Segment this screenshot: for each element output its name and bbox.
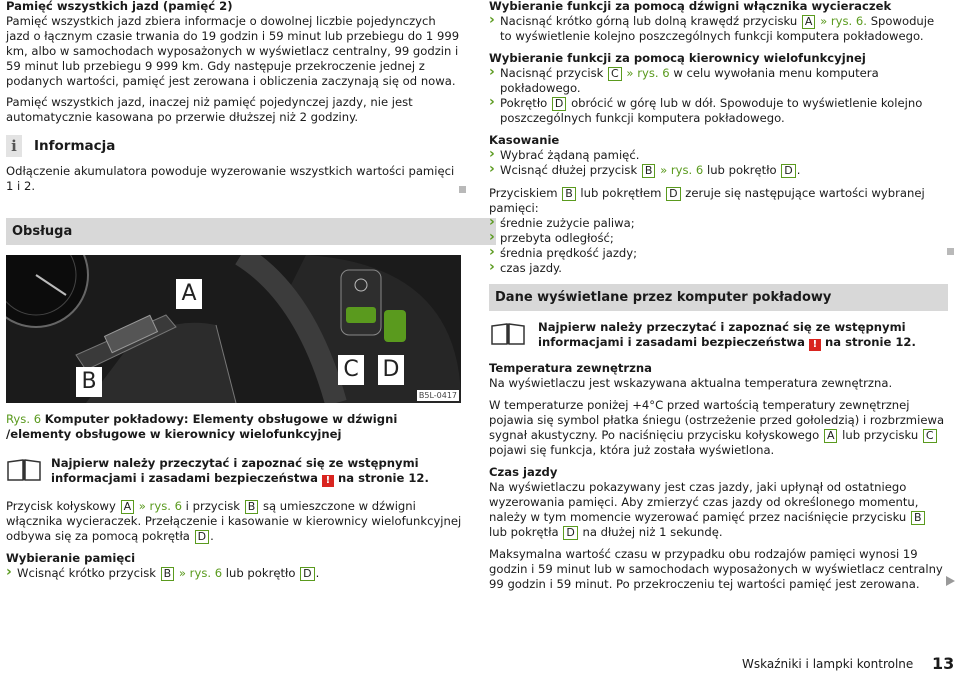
- figure-ref-link-4[interactable]: » rys. 6: [626, 66, 670, 80]
- section-dane: Dane wyświetlane przez komputer pokładowy: [489, 284, 948, 311]
- continue-arrow-icon: [946, 576, 955, 586]
- right-top: [489, 0, 947, 276]
- przycisk-paragraph: Przycisk kołyskowy A » rys. 6 i przycisk B są umieszczone w dźwigni włącznika wycieraczek. Przełączenie i kasowanie w kierownicy wielofunkcyjnej odbywa się za pomocą pokrętła D .: [6, 499, 462, 543]
- reset-paragraph: [489, 186, 947, 216]
- section-end-square-2: [947, 248, 954, 255]
- temp-text: Na wyświetlaczu jest wskazywana aktualna temperatura zewnętrzna.: [489, 376, 893, 390]
- wybieranie-pamieci-step: › Wcisnąć krótko przycisk B » rys. 6 lub pokrętło D .: [6, 566, 463, 581]
- czas-c: na dłużej niż 1 sekundę.: [582, 525, 723, 539]
- figure-label-c: C: [338, 355, 364, 385]
- figure-label-b: B: [76, 367, 102, 397]
- key-b-r3: B: [911, 511, 925, 525]
- kasowanie-step-2: › Wcisnąć dłużej przycisk B » rys. 6 lub pokrętło D .: [489, 163, 947, 178]
- reset-b: lub pokrętłem: [580, 186, 662, 200]
- memory-2-text-b: Gdy następuje przekroczenie jednej z podanych wartości, pamięć jest zerowana i obliczenia zaczynają się od nowa.: [6, 59, 456, 88]
- key-a-r2: A: [824, 429, 838, 443]
- mfsw-step2-a: Pokrętło: [500, 96, 548, 110]
- wyb-text-a: Wcisnąć krótko przycisk: [17, 566, 156, 580]
- figure-caption: [6, 412, 458, 442]
- footer-page-number: 13: [932, 654, 955, 673]
- key-d-r4: D: [563, 526, 577, 540]
- right-bottom: [489, 361, 947, 592]
- figure-controls: [6, 255, 461, 403]
- figure-ref-link-2[interactable]: » rys. 6: [178, 566, 223, 580]
- book-icon: [6, 458, 42, 482]
- figure-code: B5L-0417: [418, 391, 457, 400]
- footer-section: Wskaźniki i lampki kontrolne: [742, 657, 914, 671]
- figure-label-a: A: [176, 279, 202, 309]
- temp2-c: pojawi się funkcja, która już została wyświetlona.: [489, 443, 775, 457]
- warning-icon-2: !: [809, 339, 821, 351]
- figure-ref-link-5[interactable]: » rys. 6: [660, 163, 704, 177]
- wiper-step-text-c: Spowoduje to wyświetlenie kolejno poszczególnych funkcji komputera pokładowego.: [500, 14, 935, 43]
- book-icon-2: [490, 322, 526, 346]
- kas-step2-c: lub pokrętło: [706, 163, 777, 177]
- kasowanie-heading: Kasowanie: [489, 133, 560, 147]
- mfsw-step2-c: Spowoduje to wyświetlenie kolejno poszczególnych funkcji komputera pokładowego.: [500, 96, 923, 125]
- mfsw-heading: Wybieranie funkcji za pomocą kierownicy wielofunkcyjnej: [489, 51, 866, 65]
- kas-step2-a: Wcisnąć dłużej przycisk: [500, 163, 638, 177]
- safety-note-page[interactable]: na stronie 12.: [338, 471, 429, 485]
- memory-2-heading: Pamięć wszystkich jazd (pamięć 2): [6, 0, 233, 13]
- temp-text-2: [489, 398, 947, 458]
- key-d-r3: D: [666, 187, 680, 201]
- max-text: Maksymalna wartość czasu w przypadku obu rodzajów pamięci wynosi 19 godzin i 59 minut lub w samochodach wyposażonych w wyświetlacz centralny 99 godzin i 59 minut. Po przekroczeniu tej wartości pamięć jest zerowana.: [489, 547, 943, 591]
- caption-text: Komputer pokładowy: Elementy obsługowe w dźwigni /elementy obsługowe w kierownicy wielofunkcyjnej: [6, 412, 398, 441]
- section-end-square: [459, 186, 466, 193]
- przycisk-text-d: są umieszczone w dźwigni włącznika wycieraczek. Przełączenie i kasowanie w kierownicy wielofunkcyjnej odbywa się za pomocą pokrętła: [6, 499, 462, 543]
- wybieranie-pamieci-heading: Wybieranie pamięci: [6, 551, 136, 565]
- key-b-r2: B: [562, 187, 576, 201]
- key-c-r1: C: [608, 67, 622, 81]
- wyb-text-c: lub pokrętło: [225, 566, 296, 580]
- memory-2-text: [6, 14, 462, 89]
- safety-note-text-r: Najpierw należy przeczytać i zapoznać się ze wstępnymi informacjami i zasadami bezpieczeństwa: [538, 320, 906, 349]
- figure-label-d: D: [378, 355, 404, 385]
- info-icon: i: [6, 135, 22, 157]
- mfsw-step1-c: w celu wywołania menu komputera pokładowego.: [500, 66, 879, 95]
- key-d-r2: D: [781, 164, 795, 178]
- czas-heading: Czas jazdy: [489, 465, 558, 479]
- caption-number: Rys. 6: [6, 412, 42, 426]
- mfsw-step2-b: obrócić w górę lub w dół.: [571, 96, 717, 110]
- info-text: Odłączenie akumulatora powoduje wyzerowanie wszystkich wartości pamięci 1 i 2.: [6, 164, 455, 193]
- wiper-step-text-a: Nacisnąć krótko górną lub dolną krawędź przycisku: [500, 14, 798, 28]
- temp2-a: W temperaturze poniżej +4°C przed wartością temperatury zewnętrznej pojawia się symbol płatka śniegu (ostrzeżenie przed gołoledzią) i rozbrzmiewa sygnał akustyczny. Po naciśnięciu przycisku kołyskowego: [489, 398, 945, 442]
- figure-ref-link-3[interactable]: » rys. 6.: [820, 14, 867, 28]
- safety-note-left: [51, 456, 459, 487]
- left-column: [6, 0, 462, 125]
- key-a: A: [121, 500, 135, 514]
- memory-2-reset-text: Pamięć wszystkich jazd, inaczej niż pamięć pojedynczej jazdy, nie jest automatycznie kasowana po przerwie dłuższej niż 2 godziny.: [6, 95, 413, 124]
- reset-item: › średnia prędkość jazdy;: [489, 246, 947, 261]
- safety-note-text: Najpierw należy przeczytać i zapoznać się ze wstępnymi informacjami i zasadami bezpieczeństwa: [51, 456, 419, 485]
- safety-note-right: [538, 320, 948, 351]
- czas-b: lub pokrętła: [489, 525, 559, 539]
- wiper-step-1: [489, 14, 947, 44]
- reset-a: Przyciskiem: [489, 186, 558, 200]
- key-b: B: [245, 500, 259, 514]
- key-d: D: [195, 530, 209, 544]
- mfsw-step-2: [489, 96, 947, 126]
- reset-item: › średnie zużycie paliwa;: [489, 216, 947, 231]
- warning-icon: !: [322, 475, 334, 487]
- figure-ref-link[interactable]: » rys. 6: [138, 499, 182, 513]
- mfsw-step-1: [489, 66, 947, 96]
- key-c-r2: C: [923, 429, 937, 443]
- kasowanie-step-1: › Wybrać żądaną pamięć.: [489, 148, 947, 163]
- czas-text: [489, 480, 947, 540]
- key-b-2: B: [161, 567, 175, 581]
- safety-note-page-r[interactable]: na stronie 12.: [825, 335, 916, 349]
- temp2-b: lub przycisku: [842, 428, 919, 442]
- key-b-r1: B: [642, 164, 656, 178]
- info-title: Informacja: [34, 138, 116, 154]
- key-d-2: D: [300, 567, 314, 581]
- key-a-r1: A: [802, 15, 816, 29]
- przycisk-text-c: i przycisk: [185, 499, 241, 513]
- reset-item: › przebyta odległość;: [489, 231, 947, 246]
- przycisk-text-a: Przycisk kołyskowy: [6, 499, 116, 513]
- czas-a: Na wyświetlaczu pokazywany jest czas jazdy, jaki upłynął od ostatniego wyzerowania pamięci. Aby zmierzyć czas jazdy od określonego momentu, należy w tym momencie wyzerować pamięć przez naciśnięcie przycisku: [489, 480, 919, 524]
- key-d-r1: D: [552, 97, 566, 111]
- section-obsluga: Obsługa: [6, 218, 496, 245]
- reset-c: zeruje się następujące wartości wybranej pamięci:: [489, 186, 925, 215]
- temp-heading: Temperatura zewnętrzna: [489, 361, 652, 375]
- memory-2-text-a: Pamięć wszystkich jazd zbiera informacje o dowolnej liczbie pojedynczych jazd o łącznym czasie trwania do 19 godzin i 59 minut lub przebiegu do 1 999 km, albo w samochodach wyposażonych w wyświetlacz centralny, 99 godzin i 59 minut lub przebiegu 9 999 km.: [6, 14, 460, 73]
- wiper-stalk-heading: Wybieranie funkcji za pomocą dźwigni włącznika wycieraczek: [489, 0, 892, 13]
- reset-item: › czas jazdy.: [489, 261, 947, 276]
- mfsw-step1-a: Nacisnąć przycisk: [500, 66, 604, 80]
